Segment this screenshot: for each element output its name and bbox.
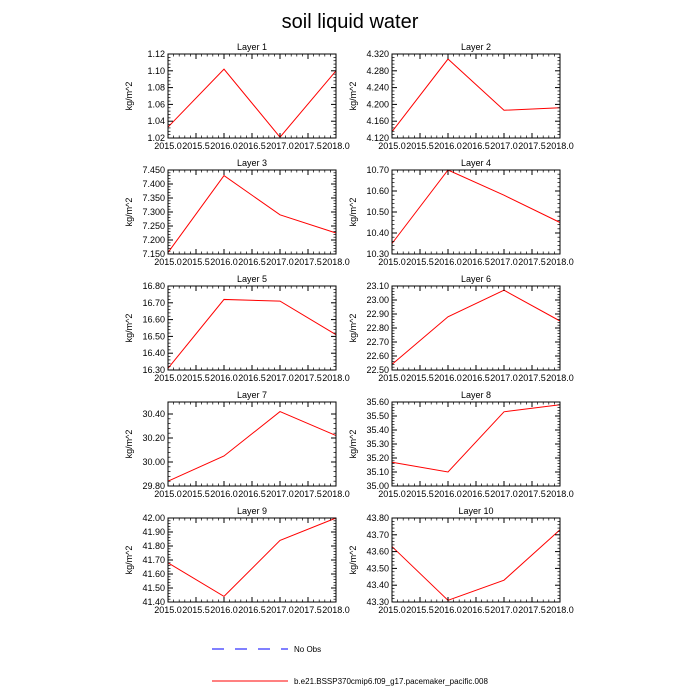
plot-frame <box>392 54 560 138</box>
y-tick-label: 43.30 <box>366 597 389 607</box>
panel-title: Layer 6 <box>460 274 492 284</box>
series-line <box>168 518 336 596</box>
plot-frame <box>168 518 336 602</box>
y-tick-label: 41.60 <box>142 569 165 579</box>
y-tick-label: 23.00 <box>366 295 389 305</box>
y-tick-label: 22.90 <box>366 309 389 319</box>
y-tick-label: 16.40 <box>142 348 165 359</box>
x-tick-label: 2016.5 <box>238 605 266 615</box>
x-tick-label: 2015.0 <box>378 141 406 151</box>
y-tick-label: 16.70 <box>142 297 165 308</box>
y-tick-label: 35.40 <box>366 425 389 435</box>
x-tick-label: 2017.5 <box>294 373 322 383</box>
y-axis-label: kg/m^2 <box>348 197 358 227</box>
x-tick-label: 2017.5 <box>294 605 322 615</box>
y-tick-label: 4.240 <box>366 82 389 93</box>
y-tick-label: 35.20 <box>366 453 389 463</box>
x-tick-label: 2017.0 <box>266 141 294 151</box>
panel-layer-4 <box>348 158 574 267</box>
y-tick-label: 4.280 <box>366 65 389 76</box>
y-tick-label: 16.80 <box>142 281 165 291</box>
x-tick-label: 2016.0 <box>434 489 462 499</box>
panel-layer-2 <box>348 42 574 151</box>
y-tick-label: 43.50 <box>366 563 389 574</box>
y-tick-label: 10.60 <box>366 186 389 196</box>
x-tick-label: 2016.5 <box>462 257 490 267</box>
panel-title: Layer 4 <box>460 158 492 168</box>
legend <box>212 645 488 686</box>
x-tick-label: 2015.0 <box>154 489 182 499</box>
legend-item <box>212 645 321 654</box>
x-tick-label: 2017.0 <box>490 373 518 383</box>
x-tick-label: 2015.0 <box>378 605 406 615</box>
legend-item <box>212 677 488 686</box>
x-tick-label: 2017.0 <box>490 605 518 615</box>
plot-frame <box>392 518 560 602</box>
y-tick-label: 22.60 <box>366 351 389 361</box>
y-tick-label: 30.00 <box>142 457 165 467</box>
y-tick-label: 22.80 <box>366 323 389 333</box>
x-tick-label: 2015.0 <box>154 605 182 615</box>
y-tick-label: 1.06 <box>147 99 165 110</box>
y-tick-label: 35.10 <box>366 467 389 477</box>
x-tick-label: 2017.5 <box>294 141 322 151</box>
y-tick-label: 1.08 <box>147 82 165 93</box>
x-tick-label: 2018.0 <box>322 141 350 151</box>
y-tick-label: 10.30 <box>366 249 389 259</box>
x-tick-label: 2016.5 <box>238 141 266 151</box>
panel-layer-7 <box>124 390 350 499</box>
y-tick-label: 35.30 <box>366 439 389 449</box>
x-tick-label: 2015.0 <box>154 141 182 151</box>
x-tick-label: 2018.0 <box>322 257 350 267</box>
x-tick-label: 2016.5 <box>462 141 490 151</box>
y-tick-label: 43.60 <box>366 546 389 557</box>
y-tick-label: 4.320 <box>366 49 389 59</box>
panel-title: Layer 3 <box>236 158 268 168</box>
x-tick-label: 2017.0 <box>490 141 518 151</box>
x-tick-label: 2017.5 <box>518 257 546 267</box>
y-tick-label: 35.00 <box>366 481 389 491</box>
y-tick-label: 16.60 <box>142 314 165 325</box>
y-tick-label: 7.150 <box>142 249 165 259</box>
x-tick-label: 2015.5 <box>406 141 434 151</box>
x-tick-label: 2016.5 <box>238 373 266 383</box>
panel-layer-5 <box>124 274 350 383</box>
y-tick-label: 43.70 <box>366 529 389 540</box>
y-tick-label: 7.350 <box>142 193 165 203</box>
x-tick-label: 2015.5 <box>406 605 434 615</box>
x-tick-label: 2018.0 <box>322 605 350 615</box>
x-tick-label: 2018.0 <box>322 373 350 383</box>
x-tick-label: 2016.0 <box>210 141 238 151</box>
panel-layer-3 <box>124 158 350 267</box>
x-tick-label: 2017.5 <box>518 373 546 383</box>
series-line <box>392 530 560 601</box>
series-line <box>168 412 336 482</box>
plot-frame <box>168 402 336 486</box>
x-tick-label: 2016.0 <box>434 141 462 151</box>
x-tick-label: 2017.0 <box>266 373 294 383</box>
y-tick-label: 7.250 <box>142 221 165 231</box>
y-tick-label: 4.160 <box>366 116 389 127</box>
x-tick-label: 2015.0 <box>378 257 406 267</box>
legend-label: b.e21.BSSP370cmip6.f09_g17.pacemaker_pacific.008 <box>294 677 488 686</box>
x-tick-label: 2015.5 <box>406 489 434 499</box>
y-axis-label: kg/m^2 <box>348 81 358 111</box>
x-tick-label: 2015.5 <box>182 373 210 383</box>
x-tick-label: 2016.0 <box>434 257 462 267</box>
y-tick-label: 16.30 <box>142 365 165 375</box>
series-line <box>168 69 336 137</box>
x-tick-label: 2015.5 <box>182 257 210 267</box>
x-tick-label: 2016.0 <box>210 489 238 499</box>
y-tick-label: 7.400 <box>142 179 165 189</box>
x-tick-label: 2018.0 <box>546 373 574 383</box>
y-axis-label: kg/m^2 <box>348 313 358 343</box>
panel-layer-9 <box>124 506 350 615</box>
y-tick-label: 41.40 <box>142 597 165 607</box>
panel-title: Layer 10 <box>458 506 494 516</box>
y-tick-label: 4.120 <box>366 133 389 143</box>
x-tick-label: 2016.0 <box>210 373 238 383</box>
x-tick-label: 2016.5 <box>462 373 490 383</box>
x-tick-label: 2015.5 <box>406 257 434 267</box>
panel-layer-8 <box>348 390 574 499</box>
x-tick-label: 2017.0 <box>266 489 294 499</box>
y-tick-label: 1.02 <box>147 133 165 143</box>
y-tick-label: 29.80 <box>142 481 165 491</box>
x-tick-label: 2017.0 <box>490 257 518 267</box>
x-tick-label: 2018.0 <box>546 605 574 615</box>
plot-frame <box>392 402 560 486</box>
y-tick-label: 41.90 <box>142 527 165 537</box>
x-tick-label: 2015.0 <box>378 373 406 383</box>
y-tick-label: 7.200 <box>142 235 165 245</box>
panel-title: Layer 9 <box>236 506 268 516</box>
y-tick-label: 35.60 <box>366 397 389 407</box>
y-tick-label: 16.50 <box>142 331 165 342</box>
y-tick-label: 4.200 <box>366 99 389 110</box>
y-tick-label: 42.00 <box>142 513 165 523</box>
y-axis-label: kg/m^2 <box>124 429 134 459</box>
y-tick-label: 23.10 <box>366 281 389 291</box>
series-line <box>392 170 560 244</box>
y-tick-label: 1.10 <box>147 65 165 76</box>
series-line <box>392 405 560 472</box>
panel-layer-10 <box>348 506 574 615</box>
x-tick-label: 2015.0 <box>154 373 182 383</box>
y-tick-label: 41.50 <box>142 583 165 593</box>
x-tick-label: 2015.0 <box>378 489 406 499</box>
x-tick-label: 2015.0 <box>154 257 182 267</box>
y-axis-label: kg/m^2 <box>348 545 358 575</box>
x-tick-label: 2018.0 <box>546 141 574 151</box>
y-tick-label: 30.40 <box>142 409 165 419</box>
x-tick-label: 2017.5 <box>518 605 546 615</box>
y-tick-label: 43.80 <box>366 513 389 523</box>
x-tick-label: 2016.0 <box>434 605 462 615</box>
x-tick-label: 2016.0 <box>434 373 462 383</box>
y-tick-label: 10.70 <box>366 165 389 175</box>
y-axis-label: kg/m^2 <box>124 197 134 227</box>
x-tick-label: 2016.5 <box>462 489 490 499</box>
y-axis-label: kg/m^2 <box>348 429 358 459</box>
x-tick-label: 2015.5 <box>182 489 210 499</box>
plot-frame <box>392 286 560 370</box>
panel-title: Layer 2 <box>460 42 492 52</box>
x-tick-label: 2017.5 <box>294 257 322 267</box>
panel-title: Layer 7 <box>236 390 268 400</box>
plot-frame <box>168 170 336 254</box>
x-tick-label: 2018.0 <box>546 489 574 499</box>
x-tick-label: 2016.0 <box>210 605 238 615</box>
panels-grid <box>124 42 574 615</box>
series-line <box>168 299 336 368</box>
y-axis-label: kg/m^2 <box>124 545 134 575</box>
y-tick-label: 35.50 <box>366 411 389 421</box>
series-line <box>392 290 560 364</box>
y-tick-label: 1.04 <box>147 116 165 127</box>
y-tick-label: 7.450 <box>142 165 165 175</box>
y-tick-label: 22.70 <box>366 337 389 347</box>
y-axis-label: kg/m^2 <box>124 313 134 343</box>
panel-layer-1 <box>124 42 350 151</box>
panel-layer-6 <box>348 274 574 383</box>
x-tick-label: 2017.0 <box>266 605 294 615</box>
x-tick-label: 2017.5 <box>294 489 322 499</box>
x-tick-label: 2015.5 <box>406 373 434 383</box>
y-tick-label: 41.70 <box>142 555 165 565</box>
panel-title: Layer 1 <box>236 42 268 52</box>
y-tick-label: 10.40 <box>366 228 389 238</box>
y-tick-label: 7.300 <box>142 207 165 217</box>
plot-frame <box>168 286 336 370</box>
x-tick-label: 2016.5 <box>238 489 266 499</box>
legend-label: No Obs <box>294 645 322 654</box>
x-tick-label: 2018.0 <box>546 257 574 267</box>
x-tick-label: 2016.5 <box>238 257 266 267</box>
x-tick-label: 2016.0 <box>210 257 238 267</box>
y-tick-label: 22.50 <box>366 365 389 375</box>
panel-title: Layer 5 <box>236 274 268 284</box>
x-tick-label: 2017.5 <box>518 141 546 151</box>
y-tick-label: 30.20 <box>142 433 165 443</box>
figure-title: soil liquid water <box>281 11 419 33</box>
x-tick-label: 2016.5 <box>462 605 490 615</box>
x-tick-label: 2017.0 <box>266 257 294 267</box>
x-tick-label: 2017.0 <box>490 489 518 499</box>
series-line <box>168 176 336 253</box>
panel-title: Layer 8 <box>460 390 492 400</box>
series-line <box>392 59 560 132</box>
y-tick-label: 41.80 <box>142 541 165 551</box>
x-tick-label: 2015.5 <box>182 141 210 151</box>
y-tick-label: 10.50 <box>366 207 389 217</box>
y-tick-label: 43.40 <box>366 580 389 591</box>
y-axis-label: kg/m^2 <box>124 81 134 111</box>
y-tick-label: 1.12 <box>147 49 165 59</box>
x-tick-label: 2015.5 <box>182 605 210 615</box>
plot-frame <box>168 54 336 138</box>
x-tick-label: 2017.5 <box>518 489 546 499</box>
x-tick-label: 2018.0 <box>322 489 350 499</box>
